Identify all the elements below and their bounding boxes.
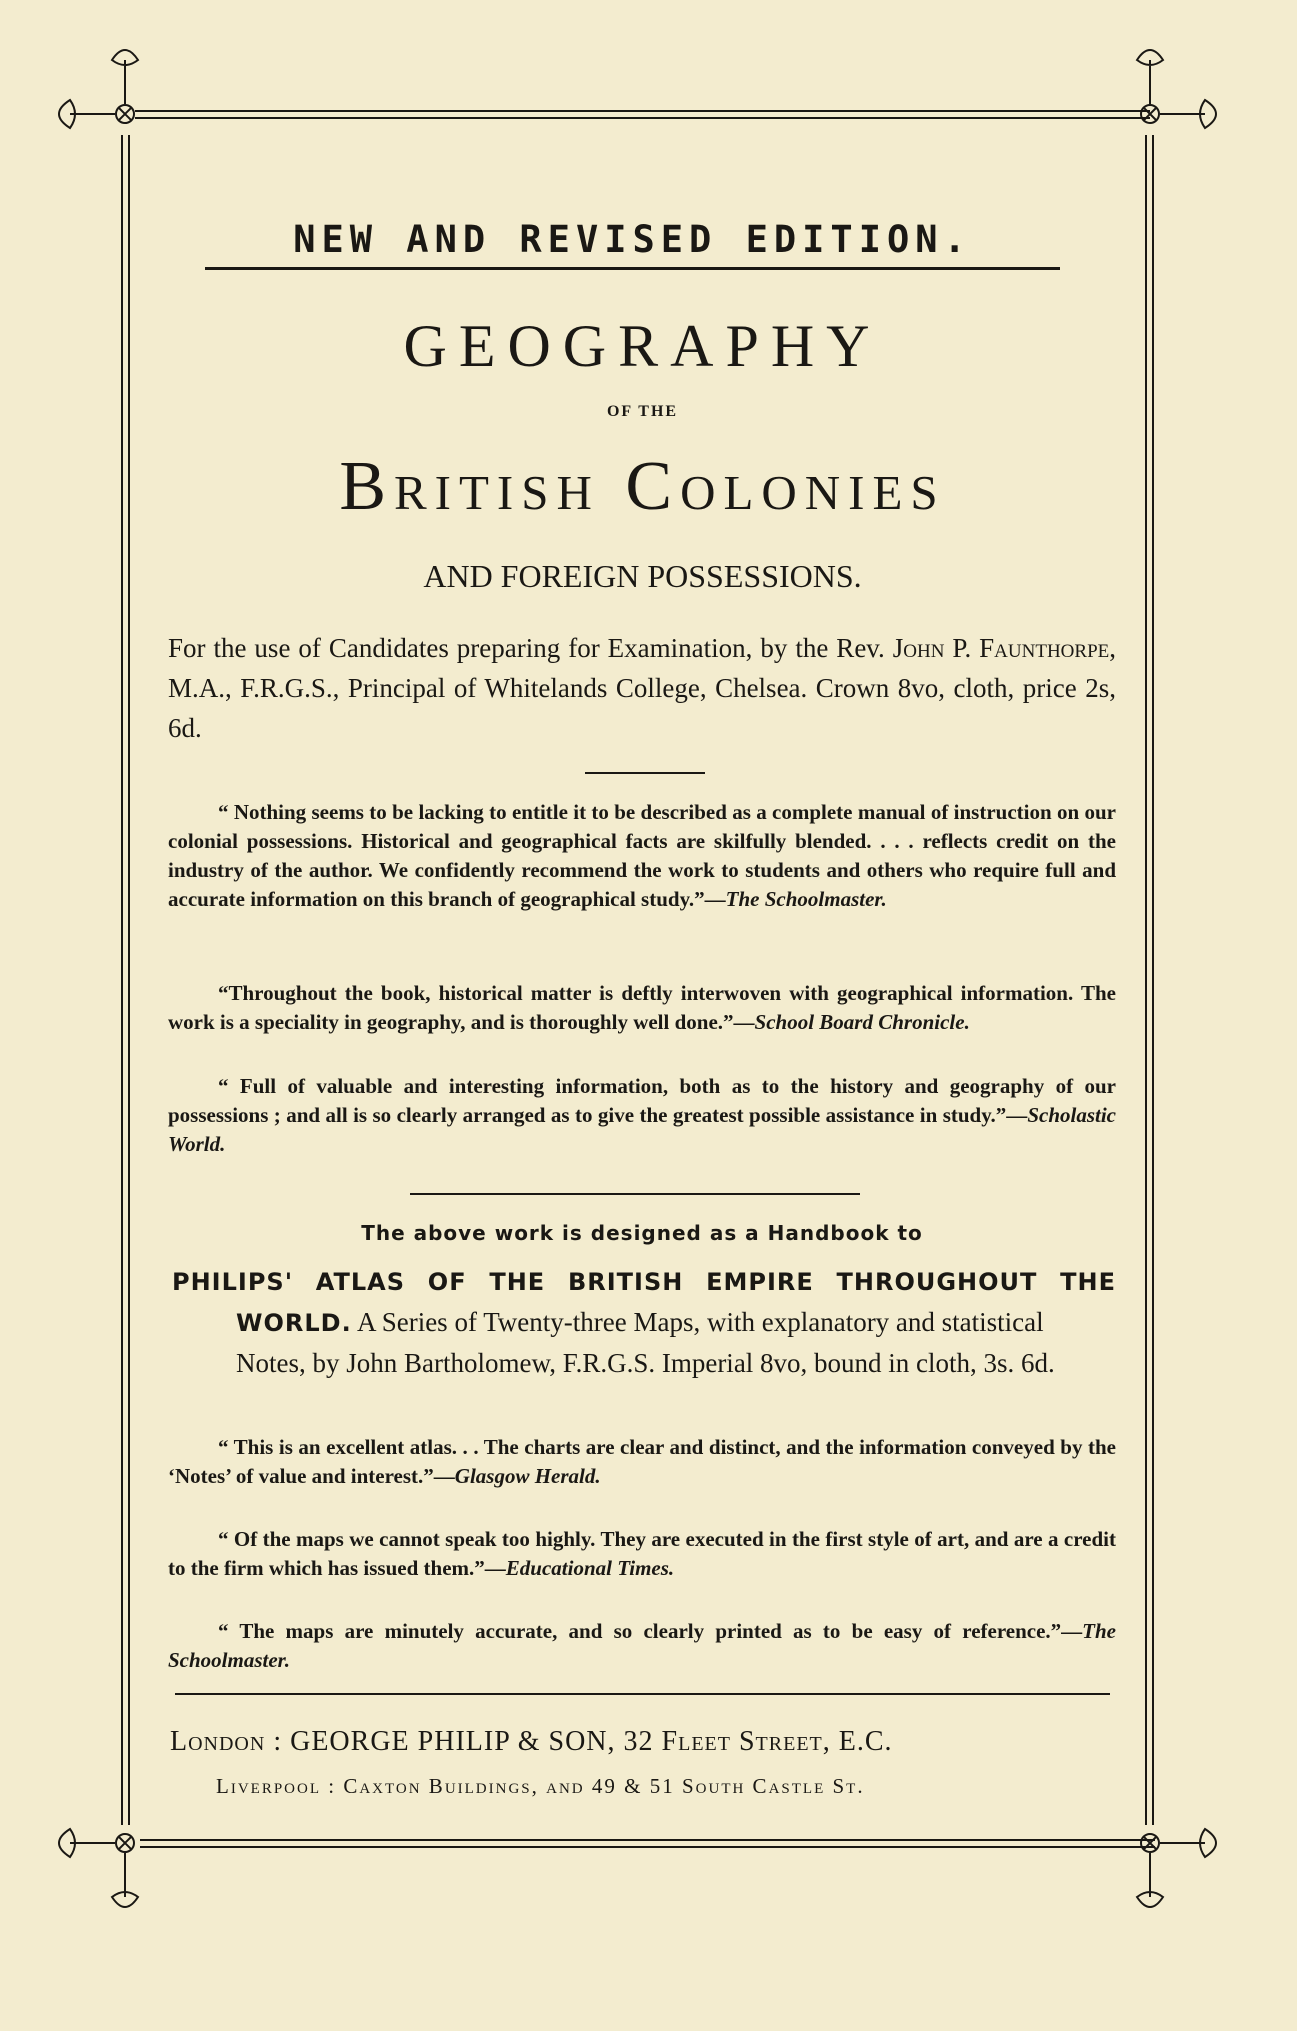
divider-medium — [410, 1193, 860, 1195]
title-geography: GEOGRAPHY — [403, 313, 882, 379]
review-source: School Board Chronicle. — [754, 1010, 970, 1034]
edition-heading: NEW AND REVISED EDITION. — [205, 218, 1060, 270]
divider-short — [585, 772, 705, 774]
imprint-address: Fleet Street, E.C. — [661, 1726, 893, 1757]
imprint-publisher: GEORGE PHILIP & SON, 32 — [282, 1726, 662, 1757]
review-source: The Schoolmaster. — [725, 887, 887, 911]
review-source: Educational Times. — [505, 1556, 675, 1580]
review-text: “ Nothing seems to be lacking to entitle it to be described as a complete manual of instruction on our colonial possessions. Historical and geographical facts are skilfully blended. . . . reflects credit on the industry of the author. We confidently recommend the work to students and others who require full and accurate information on this branch of geographical study.”— — [168, 800, 1116, 911]
review-text: “ Of the maps we cannot speak too highly. They are executed in the first style of art, and are a credit to the firm which has issued them.”— — [168, 1527, 1116, 1580]
review-quote — [168, 979, 1116, 1037]
atlas-title-line: PHILIPS' ATLAS OF THE BRITISH EMPIRE THROUGHOUT THE — [172, 1268, 1116, 1296]
review-text: “ The maps are minutely accurate, and so clearly printed as to be easy of reference.”— — [218, 1619, 1083, 1643]
review-quote — [168, 798, 1116, 914]
title-british-colonies: British Colonies — [339, 448, 946, 525]
review-text: “ Full of valuable and interesting information, both as to the history and geography of our possessions ; and all is so clearly arranged as to give the greatest possible assistance in study.”— — [168, 1074, 1116, 1127]
imprint-london — [170, 1726, 1120, 1758]
review-quote — [168, 1433, 1116, 1491]
corner-ornament-top-left-icon — [59, 50, 138, 128]
imprint-liverpool: Liverpool : Caxton Buildings, and 49 & 51 South Castle St. — [216, 1774, 865, 1798]
review-quote — [168, 1525, 1116, 1583]
corner-ornament-bottom-right-icon — [1137, 1829, 1216, 1907]
intro-text-1: For the use of Candidates preparing for Examination, by the Rev. — [168, 633, 893, 663]
review-source: Glasgow Herald. — [454, 1464, 601, 1488]
title-foreign-possessions: AND FOREIGN POSSESSIONS. — [423, 558, 862, 594]
title-of-the: OF THE — [606, 403, 679, 420]
intro-text-2: M.A., F.R.G.S., Principal of Whitelands College, Chelsea. Crown 8vo, cloth, price 2s, 6d. — [168, 673, 1116, 743]
atlas-title-end: WORLD. — [236, 1309, 352, 1337]
intro-author: John P. Faunthorpe, — [892, 633, 1116, 663]
intro-paragraph — [168, 628, 1116, 748]
atlas-description — [172, 1262, 1116, 1383]
divider-long — [175, 1693, 1110, 1695]
review-quote — [168, 1072, 1116, 1159]
handbook-note: The above work is designed as a Handbook to — [361, 1221, 923, 1245]
corner-ornament-bottom-left-icon — [59, 1829, 138, 1907]
review-quote — [168, 1617, 1116, 1675]
atlas-desc: A Series of Twenty-three Maps, with explanatory and statistical Notes, by John Bartholomew, F.R.G.S. Imperial 8vo, bound in cloth, 3s. 6d. — [236, 1307, 1055, 1378]
review-source: The Schoolmaster. — [168, 1619, 1116, 1672]
review-text: “Throughout the book, historical matter is deftly interwoven with geographical information. The work is a speciality in geography, and is thoroughly well done.”— — [168, 981, 1116, 1034]
review-source: Scholastic World. — [168, 1103, 1116, 1156]
imprint-london-label: London : — [170, 1726, 283, 1757]
corner-ornament-top-right-icon — [1137, 50, 1216, 128]
review-text: “ This is an excellent atlas. . . The charts are clear and distinct, and the information conveyed by the ‘Notes’ of value and interest.”— — [168, 1435, 1116, 1488]
